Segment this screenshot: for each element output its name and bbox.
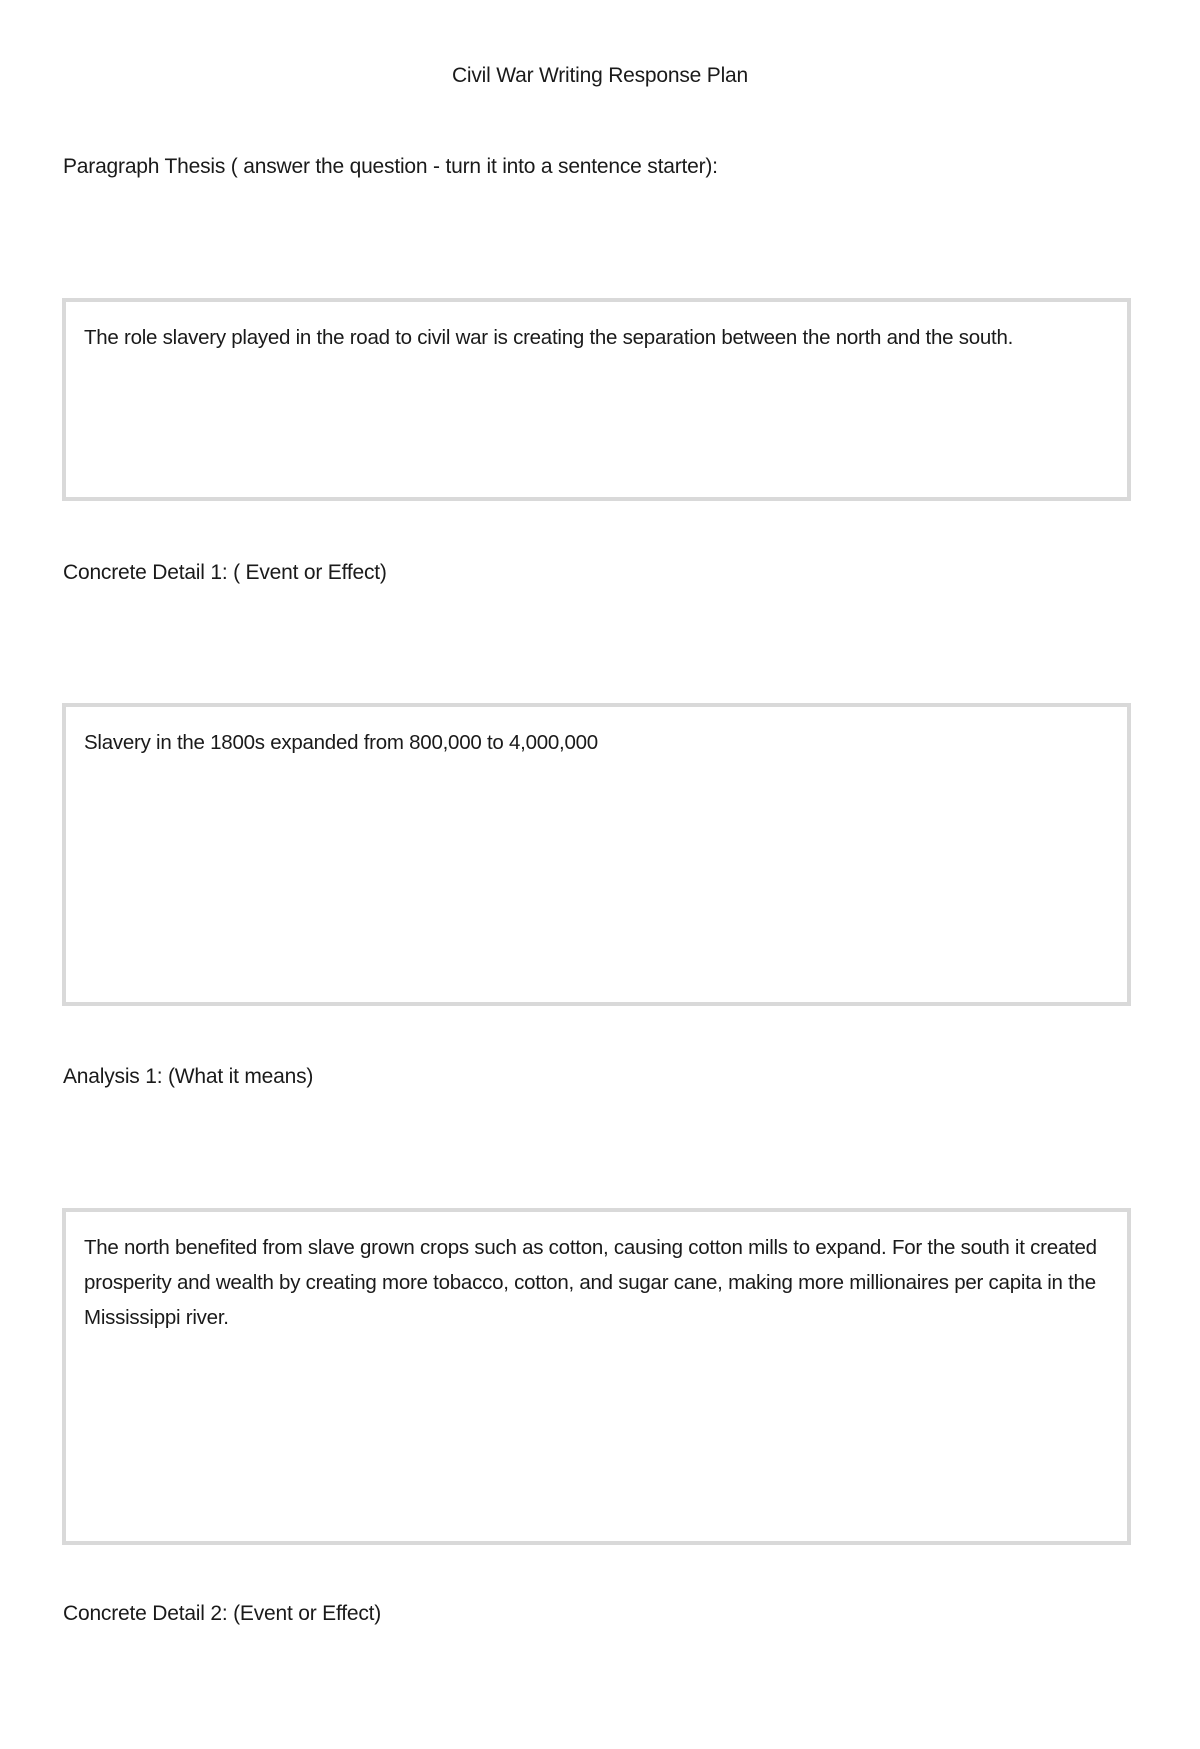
concrete-detail-1-answer-text: Slavery in the 1800s expanded from 800,000 to 4,000,000 xyxy=(84,731,598,754)
analysis-1-answer-text: The north benefited from slave grown crops such as cotton, causing cotton mills to expand. For the south it created prosperity and wealth by creating more tobacco, cotton, and sugar cane, making more millionaires per capita in the Mississippi river. xyxy=(84,1236,1097,1329)
concrete-detail-1-label: Concrete Detail 1: ( Event or Effect) xyxy=(63,561,387,584)
thesis-label: Paragraph Thesis ( answer the question - turn it into a sentence starter): xyxy=(63,155,718,178)
concrete-detail-1-answer-box[interactable] xyxy=(62,703,1131,1006)
document-title: Civil War Writing Response Plan xyxy=(451,64,749,87)
thesis-answer-box[interactable] xyxy=(62,298,1131,501)
concrete-detail-2-label: Concrete Detail 2: (Event or Effect) xyxy=(63,1602,382,1625)
thesis-answer-text: The role slavery played in the road to civil war is creating the separation between the north and the south. xyxy=(84,326,1014,349)
analysis-1-label: Analysis 1: (What it means) xyxy=(63,1065,314,1088)
analysis-1-answer-box[interactable] xyxy=(62,1208,1131,1545)
